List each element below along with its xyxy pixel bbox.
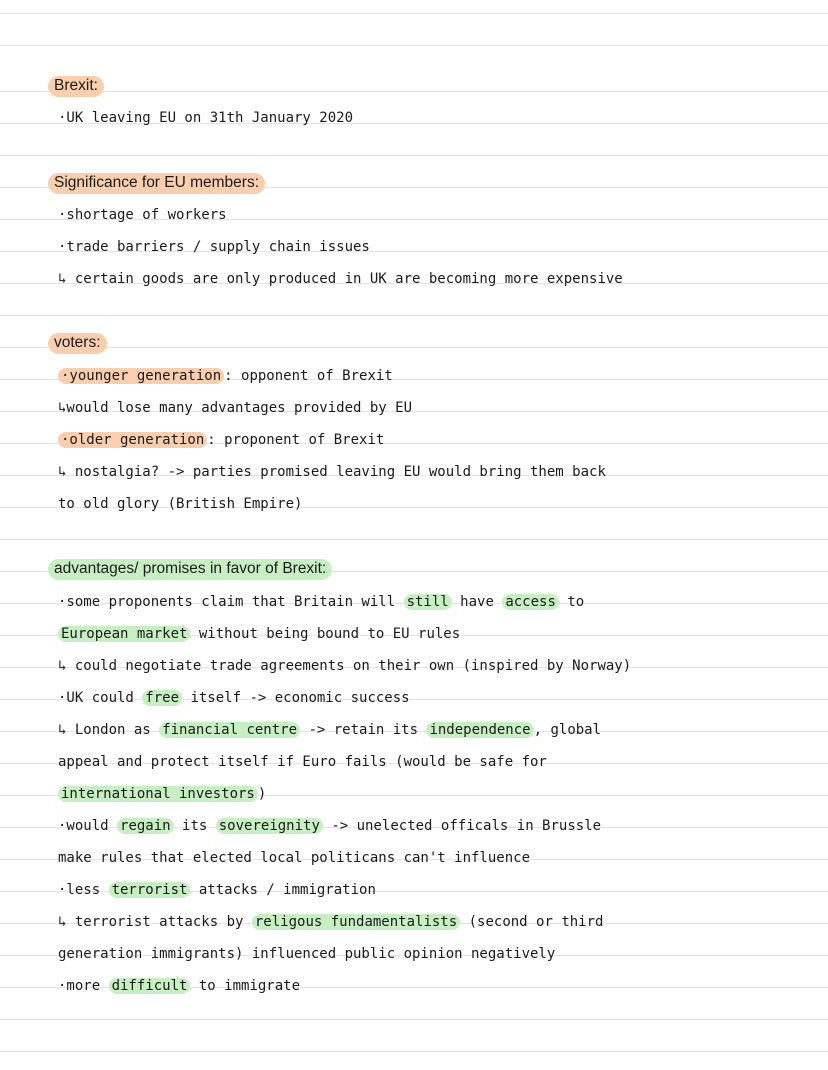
highlight-terrorist: terrorist: [109, 882, 191, 898]
advantages-line-2-text: without being bound to EU rules: [190, 626, 461, 642]
highlight-younger-generation: ·younger generation: [58, 368, 224, 384]
heading-significance: Significance for EU members:: [48, 173, 265, 194]
voters-line-5: to old glory (British Empire): [58, 496, 303, 512]
advantages-line-1-a: ·some proponents claim that Britain will: [58, 594, 404, 610]
highlight-international-investors: international investors: [58, 786, 258, 802]
heading-advantages: advantages/ promises in favor of Brexit:: [48, 559, 332, 580]
highlight-financial-centre: financial centre: [159, 722, 300, 738]
advantages-line-6: appeal and protect itself if Euro fails (would be safe for: [58, 754, 547, 770]
advantages-line-7: [58, 784, 808, 804]
highlight-sovereignity: sovereignity: [216, 818, 323, 834]
advantages-line-4-b: itself -> economic success: [182, 690, 410, 706]
advantages-line-10-b: attacks / immigration: [190, 882, 376, 898]
voters-line-2: ↳would lose many advantages provided by EU: [58, 400, 413, 416]
brexit-line-1: ·UK leaving EU on 31th January 2020: [58, 110, 354, 126]
advantages-line-8-a: ·would: [58, 818, 118, 834]
advantages-line-8: [58, 816, 808, 836]
advantages-line-8-b: its: [173, 818, 216, 834]
advantages-line-5-c: , global: [533, 722, 602, 738]
highlight-still: still: [404, 594, 452, 610]
highlight-older-generation: ·older generation: [58, 432, 207, 448]
highlight-free: free: [142, 690, 182, 706]
advantages-line-5-b: -> retain its: [300, 722, 427, 738]
advantages-line-13-a: ·more: [58, 978, 109, 994]
advantages-line-5: [58, 720, 808, 740]
advantages-line-10: [58, 880, 808, 900]
voters-line-1: [58, 366, 808, 386]
voters-line-1-text: : opponent of Brexit: [224, 368, 393, 384]
advantages-line-11-b: (second or third: [460, 914, 604, 930]
advantages-line-5-a: ↳ London as: [58, 722, 160, 738]
highlight-european-market: European market: [58, 626, 190, 642]
advantages-line-8-c: -> unelected officals in Brussle: [322, 818, 602, 834]
advantages-line-4: [58, 688, 808, 708]
highlight-independence: independence: [426, 722, 533, 738]
highlight-access: access: [502, 594, 559, 610]
voters-line-3: [58, 430, 808, 450]
advantages-line-7-text: ): [257, 786, 267, 802]
advantages-line-1-c: to: [558, 594, 585, 610]
heading-voters: voters:: [48, 333, 107, 354]
heading-brexit: Brexit:: [48, 76, 104, 97]
highlight-difficult: difficult: [109, 978, 191, 994]
advantages-line-1-b: have: [451, 594, 503, 610]
voters-line-3-text: : proponent of Brexit: [207, 432, 385, 448]
advantages-line-3: ↳ could negotiate trade agreements on their own (inspired by Norway): [58, 658, 632, 674]
voters-line-4: ↳ nostalgia? -> parties promised leaving EU would bring them back: [58, 464, 606, 480]
advantages-line-11: [58, 912, 808, 932]
advantages-line-1: [58, 592, 808, 612]
highlight-religous-fundamentalists: religous fundamentalists: [252, 914, 460, 930]
advantages-line-10-a: ·less: [58, 882, 109, 898]
advantages-line-4-a: ·UK could: [58, 690, 143, 706]
advantages-line-12: generation immigrants) influenced public opinion negatively: [58, 946, 556, 962]
significance-line-3: ↳ certain goods are only produced in UK are becoming more expensive: [58, 271, 623, 287]
significance-line-2: ·trade barriers / supply chain issues: [58, 239, 370, 255]
advantages-line-2: [58, 624, 808, 644]
significance-line-1: ·shortage of workers: [58, 207, 227, 223]
advantages-line-13: [58, 976, 808, 996]
advantages-line-11-a: ↳ terrorist attacks by: [58, 914, 252, 930]
advantages-line-9: make rules that elected local politicans can't influence: [58, 850, 531, 866]
highlight-regain: regain: [117, 818, 174, 834]
advantages-line-13-b: to immigrate: [190, 978, 301, 994]
